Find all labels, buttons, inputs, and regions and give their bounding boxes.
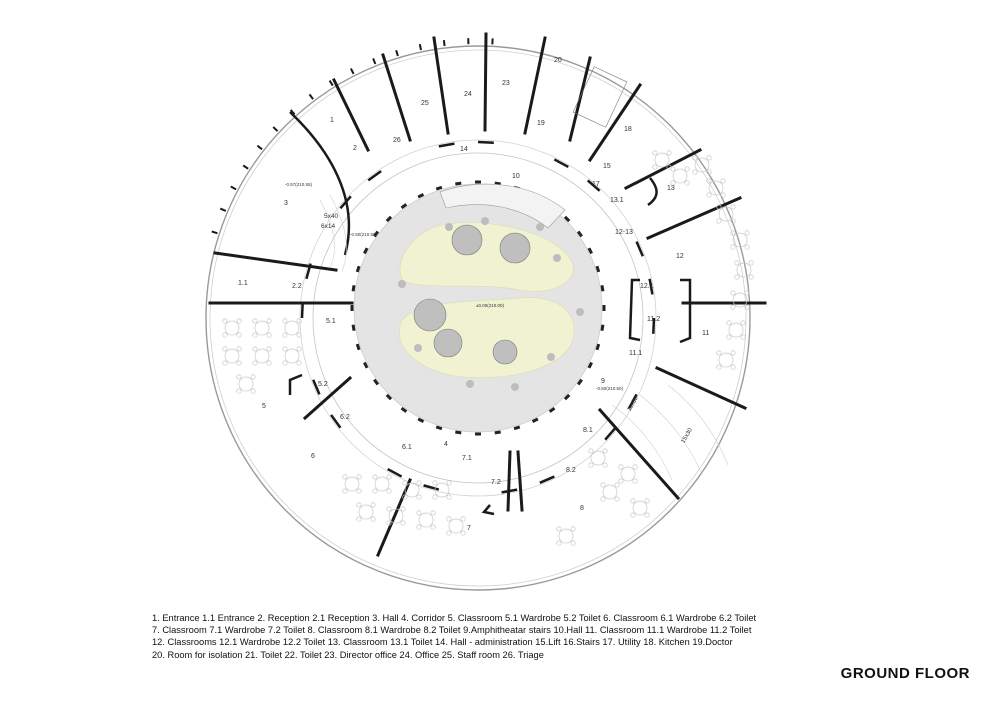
chair — [237, 389, 241, 393]
chair — [297, 347, 301, 351]
chair — [253, 333, 257, 337]
room-label: 11.1 — [629, 350, 643, 357]
chair — [717, 219, 721, 223]
chair — [685, 181, 689, 185]
chair — [253, 347, 257, 351]
chair — [223, 319, 227, 323]
chair — [631, 499, 635, 503]
chair — [297, 361, 301, 365]
chair — [267, 347, 271, 351]
fin — [373, 58, 375, 64]
wall — [334, 80, 368, 150]
chair — [645, 513, 649, 517]
room-label: 7.1 — [462, 455, 472, 462]
chair — [447, 517, 451, 521]
chair — [357, 489, 361, 493]
planter — [414, 344, 422, 352]
table — [255, 321, 269, 335]
toilet-11-2-wall — [680, 280, 690, 342]
fin — [420, 44, 421, 50]
chair — [253, 319, 257, 323]
chair — [707, 156, 711, 160]
chair — [223, 361, 227, 365]
chair — [601, 497, 605, 501]
chair — [251, 389, 255, 393]
chair — [557, 541, 561, 545]
room-label: 6.2 — [340, 414, 350, 421]
chair — [667, 151, 671, 155]
room-label: 15 — [603, 163, 611, 170]
toilet-5-2-wall — [290, 375, 302, 395]
chair — [417, 511, 421, 515]
chair — [403, 481, 407, 485]
step — [640, 395, 702, 475]
wall — [648, 198, 740, 238]
chair — [603, 449, 607, 453]
chair — [297, 319, 301, 323]
chair — [731, 365, 735, 369]
room-label: 13.1 — [610, 197, 624, 204]
planter — [553, 254, 561, 262]
chair — [571, 527, 575, 531]
step — [320, 200, 335, 268]
tree — [500, 233, 530, 263]
chair — [371, 517, 375, 521]
chair — [447, 531, 451, 535]
table — [225, 321, 239, 335]
wall — [508, 452, 510, 510]
chair — [631, 513, 635, 517]
room-label: 2 — [353, 145, 357, 152]
chair — [653, 151, 657, 155]
chair — [237, 319, 241, 323]
wardrobe-12-1-wall — [630, 280, 640, 340]
room-label: 5.2 — [318, 381, 328, 388]
planter — [547, 353, 555, 361]
room-label: 10 — [512, 173, 520, 180]
chair — [283, 319, 287, 323]
chair — [735, 261, 739, 265]
chair — [727, 321, 731, 325]
chair — [645, 499, 649, 503]
column — [603, 305, 606, 311]
elevation-mark: -0.50(210.50) — [350, 232, 378, 237]
chair — [387, 507, 391, 511]
chair — [731, 291, 735, 295]
fin — [444, 40, 445, 46]
table — [285, 349, 299, 363]
chair — [417, 525, 421, 529]
chair — [237, 375, 241, 379]
table — [737, 263, 751, 277]
chair — [267, 333, 271, 337]
wall — [600, 410, 678, 498]
legend-line: 1. Entrance 1.1 Entrance 2. Reception 2.1 Reception 3. Hall 4. Corridor 5. Classroom 5.1 Wardrobe 5.2 Toilet 6. Classroom 6.1 Wardrobe 6.2 Toilet — [152, 613, 757, 623]
planter — [445, 223, 453, 231]
room-label: 8.2 — [566, 467, 576, 474]
planter — [398, 280, 406, 288]
chair — [633, 465, 637, 469]
fin — [351, 69, 354, 74]
chair — [371, 503, 375, 507]
legend-line: 20. Room for isolation 21. Toilet 22. Toilet 23. Director office 24. Office 25. Staff room 26. Triage — [152, 649, 544, 660]
chair — [615, 497, 619, 501]
table — [591, 451, 605, 465]
chair — [357, 517, 361, 521]
chair — [401, 507, 405, 511]
dimension-label: 11x30 — [626, 395, 640, 413]
chair — [387, 475, 391, 479]
wall — [518, 452, 522, 510]
table — [621, 467, 635, 481]
chair — [727, 335, 731, 339]
chair — [589, 449, 593, 453]
room-label: 11.2 — [647, 316, 661, 323]
table — [733, 293, 747, 307]
chair — [693, 170, 697, 174]
room-label: 3 — [284, 200, 288, 207]
fin — [220, 209, 226, 211]
room-label: 5 — [262, 403, 266, 410]
room-label: 2.2 — [292, 283, 302, 290]
planter — [466, 380, 474, 388]
room-label: 20 — [554, 57, 562, 64]
step — [612, 405, 672, 480]
wall — [657, 368, 745, 408]
wall-segment — [605, 428, 615, 440]
room-label: 7.2 — [491, 479, 501, 486]
table — [695, 158, 709, 172]
chair — [431, 525, 435, 529]
table — [709, 181, 723, 195]
legend-line: 7. Classroom 7.1 Wardrobe 7.2 Toilet 8. Classroom 8.1 Wardrobe 8.2 Toilet 9.Amphitheatar stairs 10.Hall 11. Classroom 11.1 Wardrobe 11.2 Toilet — [152, 625, 752, 636]
lift-13-1-wall — [648, 178, 657, 205]
sheet-title: GROUND FLOOR — [840, 665, 970, 682]
room-label: 7 — [467, 525, 471, 532]
room-label: 8 — [580, 505, 584, 512]
chair — [461, 531, 465, 535]
chair — [283, 333, 287, 337]
chair — [745, 245, 749, 249]
chair — [749, 275, 753, 279]
room-label: 26 — [393, 137, 401, 144]
legend-line: 12. Classrooms 12.1 Wardrobe 12.2 Toilet 13. Classroom 13.1 Toilet 14. Hall - administration 15.Lift 16.Stairs 17. Utility 18. Kitchen 19.Doctor — [152, 637, 733, 648]
wall-segment — [478, 142, 494, 143]
chair — [387, 489, 391, 493]
wall — [590, 85, 640, 160]
chair — [267, 319, 271, 323]
chair — [741, 321, 745, 325]
chair — [707, 193, 711, 197]
table — [225, 349, 239, 363]
fin — [231, 187, 236, 190]
room-legend — [152, 612, 832, 661]
wall — [215, 253, 336, 270]
fin — [212, 231, 218, 233]
wall-segment — [331, 415, 340, 428]
wall — [383, 55, 410, 140]
chair — [283, 361, 287, 365]
room-label: 25 — [421, 100, 429, 107]
room-label: 17 — [592, 181, 600, 188]
table — [359, 505, 373, 519]
fin — [309, 94, 313, 99]
room-label: 11 — [702, 330, 710, 337]
room-label: 6 — [311, 453, 315, 460]
chair — [237, 361, 241, 365]
column — [475, 433, 481, 436]
table — [673, 169, 687, 183]
wall-segment — [368, 171, 381, 180]
chair — [653, 165, 657, 169]
room-label: 14 — [460, 146, 468, 153]
dimension-label: 6x14 — [321, 223, 336, 230]
chair — [417, 481, 421, 485]
elevation-mark: ±0.00(210.00) — [476, 303, 504, 308]
chair — [749, 261, 753, 265]
chair — [357, 475, 361, 479]
chair — [717, 351, 721, 355]
tree — [493, 340, 517, 364]
chair — [615, 483, 619, 487]
chair — [721, 179, 725, 183]
chair — [447, 495, 451, 499]
room-label: 18 — [624, 126, 632, 133]
room-label: 1 — [330, 117, 334, 124]
room-label: 13 — [667, 185, 675, 192]
planter — [481, 217, 489, 225]
table — [559, 529, 573, 543]
elevation-mark: -0.57(210.55) — [285, 182, 313, 187]
chair — [589, 463, 593, 467]
fin — [330, 81, 333, 86]
chair — [373, 475, 377, 479]
chair — [223, 347, 227, 351]
room-label: 24 — [464, 91, 472, 98]
chair — [721, 193, 725, 197]
chair — [731, 351, 735, 355]
chair — [603, 463, 607, 467]
chair — [237, 333, 241, 337]
chair — [343, 475, 347, 479]
room-label: 23 — [502, 80, 510, 87]
chair — [601, 483, 605, 487]
chair — [431, 511, 435, 515]
chair — [461, 517, 465, 521]
planter — [511, 383, 519, 391]
chair — [731, 245, 735, 249]
chair — [671, 167, 675, 171]
tree — [434, 329, 462, 357]
table — [603, 485, 617, 499]
table — [729, 323, 743, 337]
table — [419, 513, 433, 527]
fin — [273, 127, 277, 131]
room-label: 8.1 — [583, 427, 593, 434]
room-label: 1.1 — [238, 280, 248, 287]
chair — [253, 361, 257, 365]
amphitheatre-steps — [612, 385, 728, 480]
table — [655, 153, 669, 167]
column — [475, 181, 481, 184]
fin — [257, 146, 262, 150]
chair — [373, 489, 377, 493]
chair — [433, 495, 437, 499]
tree — [414, 299, 446, 331]
chair — [283, 347, 287, 351]
chair — [417, 495, 421, 499]
chair — [223, 333, 227, 337]
elevation-mark: -0.50(210.50) — [596, 386, 624, 391]
column — [351, 305, 354, 311]
chair — [619, 465, 623, 469]
chair — [685, 167, 689, 171]
room-label: 19 — [537, 120, 545, 127]
chair — [237, 347, 241, 351]
chair — [447, 481, 451, 485]
room-label: 5.1 — [326, 318, 336, 325]
chair — [735, 275, 739, 279]
chair — [571, 541, 575, 545]
table — [255, 349, 269, 363]
table — [285, 321, 299, 335]
table — [345, 477, 359, 491]
room-label: 6.1 — [402, 444, 412, 451]
room-label: 12 — [676, 253, 684, 260]
chair — [717, 365, 721, 369]
chair — [251, 375, 255, 379]
chair — [357, 503, 361, 507]
room-label: 4 — [444, 441, 448, 448]
room-label: 12.1 — [640, 283, 654, 290]
planter — [576, 308, 584, 316]
chair — [633, 479, 637, 483]
fin — [243, 166, 248, 169]
table — [633, 501, 647, 515]
chair — [731, 305, 735, 309]
chair — [401, 521, 405, 525]
room-label: 9 — [601, 378, 605, 385]
table — [375, 477, 389, 491]
wall-segment — [302, 302, 303, 318]
tree — [452, 225, 482, 255]
wall — [485, 34, 486, 130]
chair — [433, 481, 437, 485]
room-label: 12-13 — [615, 229, 633, 236]
table — [719, 207, 733, 221]
table — [449, 519, 463, 533]
chair — [741, 335, 745, 339]
fin — [396, 50, 398, 56]
dimension-label: 5x40 — [324, 213, 339, 220]
chair — [731, 205, 735, 209]
table — [719, 353, 733, 367]
chair — [343, 489, 347, 493]
dimension-label: 15x30 — [680, 427, 694, 445]
chair — [267, 361, 271, 365]
toilet-7-2-wall — [484, 505, 494, 514]
chair — [745, 231, 749, 235]
chair — [557, 527, 561, 531]
table — [239, 377, 253, 391]
chair — [619, 479, 623, 483]
